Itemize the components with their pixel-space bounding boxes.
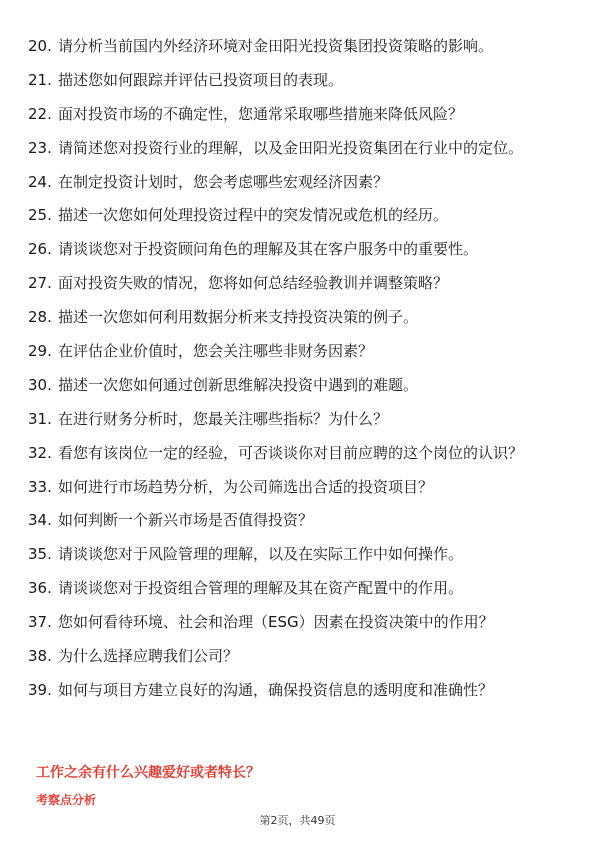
question-text: 请分析当前国内外经济环境对金田阳光投资集团投资策略的影响。 (58, 37, 494, 55)
question-number: 23. (28, 138, 52, 157)
question-item (28, 170, 568, 194)
question-text: 面对投资失败的情况，您将如何总结经验教训并调整策略？ (58, 274, 449, 293)
question-number: 24. (28, 172, 52, 191)
question-text: 在评估企业价值时，您会关注哪些非财务因素？ (58, 342, 374, 361)
question-number: 22. (28, 104, 52, 123)
question-number: 29. (28, 342, 52, 361)
question-item (28, 610, 568, 634)
question-number: 39. (28, 680, 52, 699)
question-item (28, 508, 568, 532)
question-number: 34. (28, 511, 52, 530)
question-text: 在进行财务分析时，您最关注哪些指标？为什么？ (58, 409, 389, 428)
question-number: 21. (28, 70, 52, 89)
question-number: 37. (28, 613, 52, 632)
question-text: 描述您如何跟踪并评估已投资项目的表现。 (58, 70, 344, 89)
question-item (28, 576, 568, 600)
question-item (28, 68, 568, 92)
question-item (28, 407, 568, 431)
page-number-footer: 第2页，共49页 (259, 814, 336, 827)
question-text: 描述一次您如何处理投资过程中的突发情况或危机的经历。 (58, 206, 449, 225)
question-item (28, 475, 568, 499)
question-number: 36. (28, 579, 52, 598)
question-text: 请简述您对投资行业的理解，以及金田阳光投资集团在行业中的定位。 (58, 138, 524, 157)
question-text: 看您有该岗位一定的经验，可否谈谈你对目前应聘的这个岗位的认识？ (58, 443, 524, 462)
question-text: 在制定投资计划时，您会考虑哪些宏观经济因素？ (58, 172, 389, 191)
question-number: 28. (28, 308, 52, 327)
question-text: 面对投资市场的不确定性，您通常采取哪些措施来降低风险？ (58, 104, 464, 123)
question-item (28, 644, 568, 668)
question-item (28, 339, 568, 363)
question-item (28, 542, 568, 566)
question-item (28, 373, 568, 397)
question-number: 20. (28, 37, 52, 55)
question-number: 33. (28, 477, 52, 496)
question-item (28, 136, 568, 160)
question-text: 描述一次您如何通过创新思维解决投资中遇到的难题。 (58, 375, 419, 394)
analysis-subheading: 考察点分析 (36, 793, 97, 807)
question-number: 38. (28, 647, 52, 666)
question-text: 为什么选择应聘我们公司？ (58, 647, 239, 666)
question-number: 31. (28, 409, 52, 428)
question-text: 描述一次您如何利用数据分析来支持投资决策的例子。 (58, 308, 419, 327)
question-item (28, 237, 568, 261)
question-item (28, 203, 568, 227)
question-item (28, 34, 568, 58)
question-number: 30. (28, 375, 52, 394)
question-text: 如何与项目方建立良好的沟通，确保投资信息的透明度和准确性？ (58, 680, 494, 699)
question-text: 如何进行市场趋势分析，为公司筛选出合适的投资项目？ (58, 477, 434, 496)
question-item (28, 271, 568, 295)
question-item (28, 102, 568, 126)
question-item (28, 305, 568, 329)
question-number: 32. (28, 443, 52, 462)
question-item (28, 441, 568, 465)
question-text: 如何判断一个新兴市场是否值得投资？ (58, 511, 314, 530)
question-item (28, 678, 568, 702)
section-heading: 工作之余有什么兴趣爱好或者特长？ (36, 765, 260, 781)
question-list (28, 34, 568, 712)
question-text: 请谈谈您对于风险管理的理解，以及在实际工作中如何操作。 (58, 545, 464, 564)
question-number: 26. (28, 240, 52, 259)
question-number: 35. (28, 545, 52, 564)
question-text: 请谈谈您对于投资组合管理的理解及其在资产配置中的作用。 (58, 579, 464, 598)
question-text: 请谈谈您对于投资顾问角色的理解及其在客户服务中的重要性。 (58, 240, 479, 259)
question-number: 25. (28, 206, 52, 225)
question-text: 您如何看待环境、社会和治理（ESG）因素在投资决策中的作用？ (58, 613, 494, 632)
question-number: 27. (28, 274, 52, 293)
